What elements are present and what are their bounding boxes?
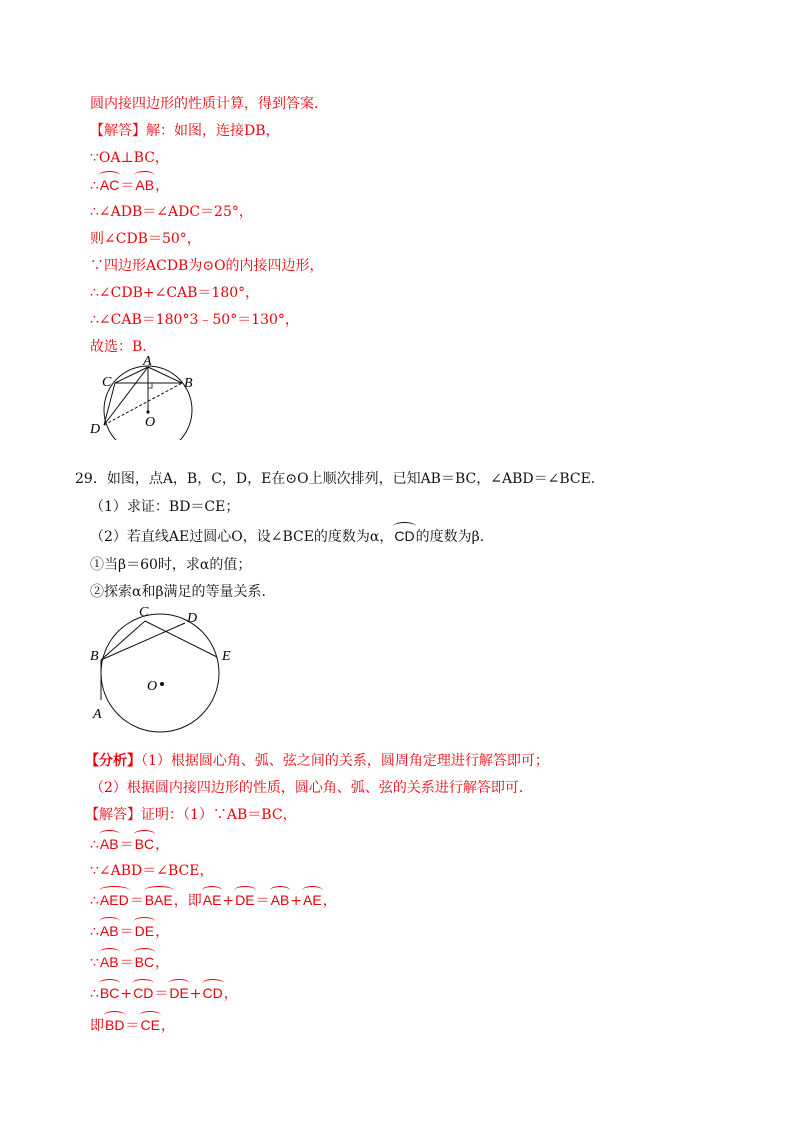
problem-29-part2-1: ①当β＝60时，求α的值； [90,557,252,573]
analysis-line-2: （2）根据圆内接四边形的性质，圆心角、弧、弦的关系进行解答即可． [90,780,533,796]
label-o: O [147,679,158,694]
symbol: ∴ [90,893,99,909]
arc: BC [134,954,155,970]
arc: CD [202,985,223,1001]
problem-29-part2-2: ②探索α和β满足的等量关系． [90,584,276,600]
proof-step-5 [90,953,169,972]
comma: ， [155,924,170,940]
arc: BAE [144,892,173,908]
symbol: ∴ [90,837,99,853]
label-d: D [187,611,198,626]
comma: ， [322,893,337,909]
solution-conclusion: 故选：B． [90,339,157,355]
comma: ， [155,178,170,194]
label-b: B [90,649,99,664]
equals-sign: ＝ [119,837,134,853]
circle-o [101,614,219,732]
problem-29-stem: 29．如图，点A，B，C，D，E在⊙O上顺次排列，已知AB＝BC，∠ABD＝∠BCE． [75,471,605,487]
arc: BD [105,1017,125,1033]
comma: ， [223,986,238,1002]
solution-step: ∴∠CAB＝180°3﹣50°＝130°， [90,312,299,328]
arc: CD [133,985,154,1001]
arc: DE [134,923,155,939]
arc: DE [169,985,189,1001]
comma: ， [155,955,170,971]
dashed-chord-db [104,383,182,425]
proof-step-2: ∵∠ABD＝∠BCE， [90,863,214,879]
plus-sign: + [290,893,303,909]
label-c: C [139,605,149,620]
solution-step: ∴∠CDB+∠CAB＝180°， [90,285,260,301]
arc: BC [134,836,155,852]
right-angle-mark [148,383,152,388]
arc-ab: AB [135,177,155,193]
analysis-tag: 【分析】 [85,753,141,769]
solution-step: ∴∠ADB＝∠ADC＝25°， [90,204,253,220]
solution-step: ∵四边形ACDB为⊙O的内接四边形， [90,258,324,274]
solution-step: ∵OA⊥BC， [90,150,169,166]
part2-suffix: 的度数为β． [415,529,494,545]
equals-sign: ＝ [125,1018,140,1034]
label-a: A [93,707,102,722]
proof-step-7 [90,1016,175,1035]
arc: AED [99,892,129,908]
part2-text: （2）若直线AE过圆心O，设∠BCE的度数为α， [90,529,394,545]
comma: ， [160,1018,175,1034]
label-c: C [102,375,112,390]
analysis-text: （1）根据圆心角、弧、弦之间的关系，圆周角定理进行解答即可； [141,753,549,769]
arc: AB [270,892,290,908]
comma: ， [155,837,170,853]
plus-sign: + [120,986,133,1002]
center-point [146,410,149,413]
problem-29-part1: （1）求证：BD＝CE； [90,499,240,515]
equals-sign: ＝ [119,955,134,971]
arc: CE [140,1017,160,1033]
arc: AB [99,954,119,970]
therefore-symbol: ∴ [90,178,99,194]
symbol: ∴ [90,924,99,940]
label-o: O [145,415,156,430]
proof-step-4 [90,922,169,941]
arc: AE [303,892,322,908]
chord-ce [145,621,217,657]
symbol: ∴ [90,986,99,1002]
plus-sign: + [222,893,235,909]
arc: AE [202,892,222,908]
problem-29-part2 [90,527,494,546]
label-e: E [222,649,231,664]
equals-sign: ＝ [255,893,270,909]
proof-heading: 【解答】证明：（1）∵AB＝BC， [85,807,297,823]
equals-sign: ＝ [120,178,135,194]
equals-sign: ＝ [129,893,144,909]
arc: BC [99,985,120,1001]
solution-step: 则∠CDB＝50°， [90,231,201,247]
analysis-line-1 [85,752,549,770]
arc: DE [235,892,255,908]
solution-answer-heading: 【解答】解：如图，连接DB， [90,123,280,139]
arc-ac: AC [99,177,120,193]
arc: AB [99,836,119,852]
arc-cd: CD [394,528,415,544]
symbol: ∵ [90,955,99,971]
connector-text: ，即 [173,893,202,909]
proof-step-6 [90,984,238,1003]
solution-text-line: 圆内接四边形的性质计算，得到答案． [90,96,328,112]
chord-bd [101,623,185,660]
arc: AB [99,923,119,939]
plus-sign: + [189,986,202,1002]
label-d: D [90,422,101,437]
equals-sign: ＝ [119,924,134,940]
symbol: 即 [90,1018,104,1034]
solution-step-arcs [90,176,169,195]
proof-step-3 [90,891,337,910]
circle-figure-2 [85,600,245,740]
center-point [160,682,164,686]
label-a: A [143,355,152,369]
equals-sign: ＝ [154,986,169,1002]
label-b: B [184,376,193,391]
circle-figure-1 [85,355,205,440]
proof-step-1 [90,835,169,854]
